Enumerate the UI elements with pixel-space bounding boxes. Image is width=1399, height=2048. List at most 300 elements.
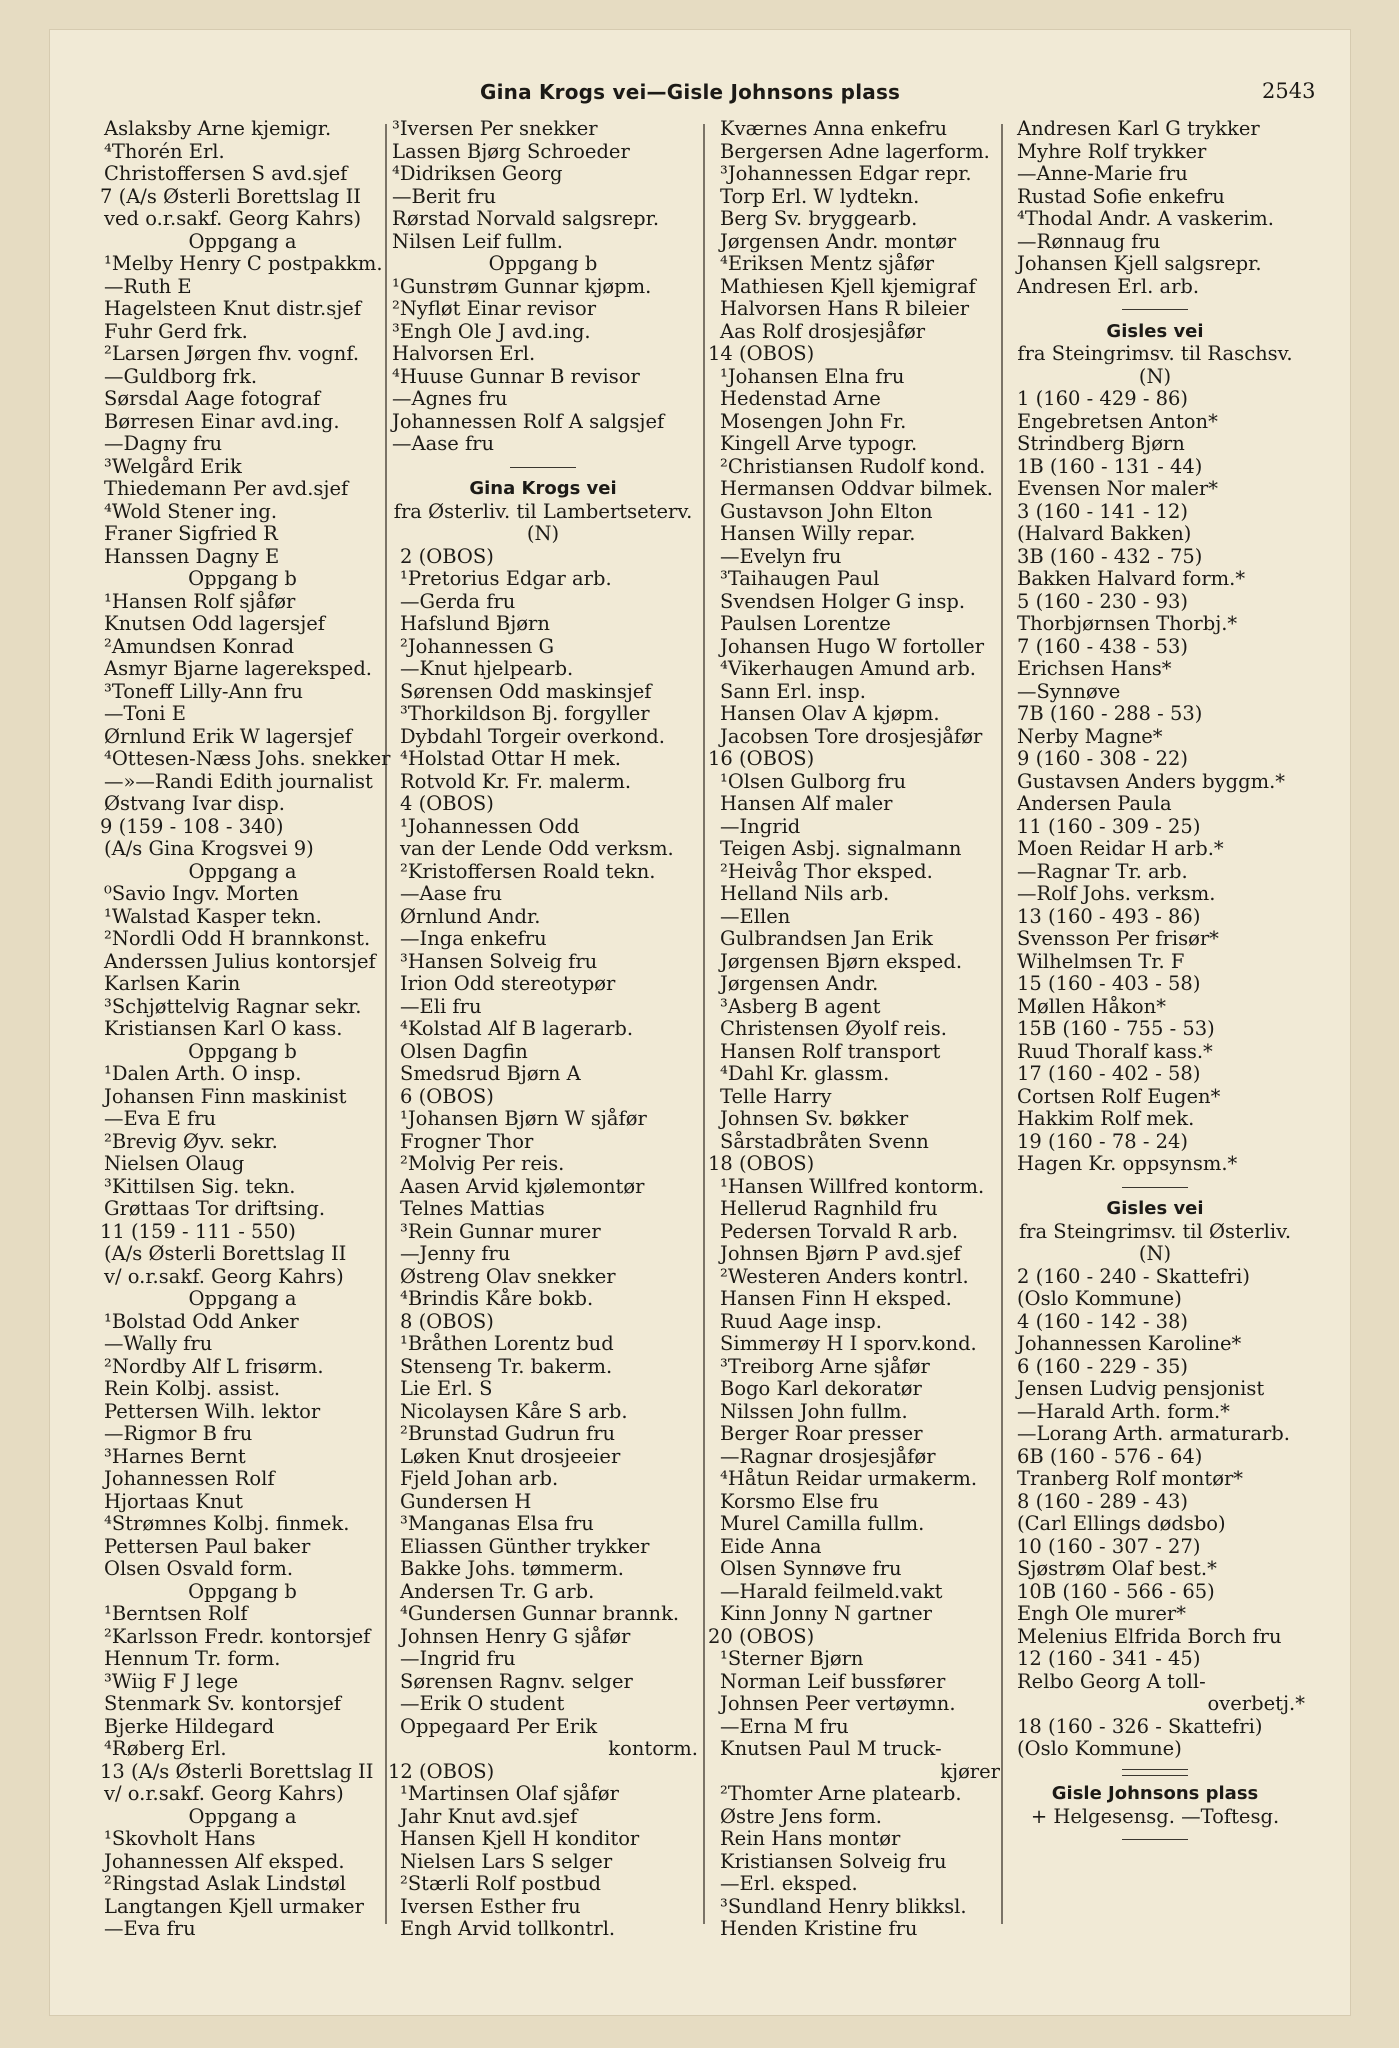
directory-entry: Dybdahl Torgeir overkond. [400, 724, 665, 748]
directory-entry: —Toni E [104, 702, 186, 725]
directory-entry: Pettersen Paul baker [104, 1534, 311, 1558]
directory-entry: —Synnøve [1017, 679, 1121, 703]
directory-entry: Lie Erl. S [400, 1377, 493, 1400]
directory-entry: ⁴Dahl Kr. glassm. [720, 1062, 890, 1085]
directory-entry: —Harald Arth. form.* [1017, 1399, 1230, 1423]
directory-entry: ³Iversen Per snekker [392, 117, 598, 140]
directory-entry: Johnsen Bjørn P avd.sjef [720, 1242, 961, 1265]
directory-entry: —Lorang Arth. armaturarb. [1017, 1422, 1290, 1445]
directory-entry: —Guldborg frk. [104, 364, 258, 388]
section-divider [1005, 1828, 1305, 1851]
directory-entry: Rein Hans montør [720, 1827, 901, 1850]
directory-entry: Johnsen Sv. bøkker [720, 1107, 909, 1130]
directory-entry: Bogo Karl dekoratør [720, 1377, 922, 1400]
directory-entry: Olsen Synnøve fru [720, 1557, 902, 1580]
directory-entry: Halvorsen Erl. [392, 342, 536, 365]
directory-entry: Simmerøy H I sporv.kond. [720, 1332, 977, 1355]
directory-entry: ²Christiansen Rudolf kond. [720, 454, 986, 478]
directory-entry: Halvorsen Hans R bileier [720, 297, 970, 320]
directory-entry: 1B (160 - 131 - 44) [1017, 454, 1203, 478]
directory-entry: Christoffersen S avd.sjef [104, 162, 348, 185]
directory-entry: 7 (160 - 438 - 53) [1017, 634, 1189, 658]
directory-entry: Johannessen Karoline* [1017, 1332, 1242, 1355]
directory-entry: Nerby Magne* [1017, 724, 1163, 748]
directory-entry: Jacobsen Tore drosjesjåfør [720, 724, 983, 748]
directory-entry: Telnes Mattias [400, 1197, 545, 1220]
directory-entry: ³Harnes Bernt [104, 1444, 246, 1468]
section-subheading: fra Østerliv. til Lambertseterv. [393, 499, 693, 523]
column-rule-2 [703, 124, 705, 1924]
directory-entry: Christensen Øyolf reis. [720, 1017, 947, 1040]
directory-entry: overbetj.* [1207, 1692, 1305, 1715]
directory-entry: 2 (160 - 240 - Skattefri) [1017, 1264, 1251, 1288]
directory-entry: Hagen Kr. oppsynsm.* [1017, 1152, 1238, 1175]
directory-entry: 20 (OBOS) [708, 1624, 815, 1648]
directory-entry: Helland Nils arb. [720, 882, 890, 905]
directory-entry: Jensen Ludvig pensjonist [1017, 1377, 1265, 1400]
directory-entry: Johannessen Rolf A salgsjef [392, 409, 665, 433]
section-subheading: Oppgang a [188, 1287, 297, 1310]
directory-entry: Hansen Rolf transport [720, 1039, 941, 1063]
directory-entry: Østvang Ivar disp. [104, 792, 285, 815]
directory-entry: ¹Hansen Rolf sjåfør [104, 589, 296, 613]
directory-entry: Johannessen Alf eksped. [104, 1849, 345, 1873]
street-heading: Gisles vei [1106, 320, 1204, 342]
directory-entry: Aas Rolf drosjesjåfør [720, 319, 926, 343]
directory-entry: ³Thorkildson Bj. forgyller [400, 702, 650, 725]
directory-entry: Aslaksby Arne kjemigr. [104, 117, 332, 140]
directory-entry: Pedersen Torvald R arb. [720, 1219, 959, 1243]
directory-entry: Erichsen Hans* [1017, 657, 1172, 680]
directory-entry: —Berit fru [392, 184, 497, 208]
directory-entry: Svensson Per frisør* [1017, 927, 1219, 950]
directory-entry: Rein Kolbj. assist. [104, 1377, 281, 1400]
directory-entry: Hedenstad Arne [720, 387, 881, 410]
section-subheading: Oppgang a [188, 229, 297, 253]
directory-entry: Sørsdal Aage fotograf [104, 387, 321, 410]
directory-entry: Teigen Asbj. signalmann [720, 837, 962, 860]
directory-entry: Berger Roar presser [720, 1422, 923, 1445]
directory-entry: Hakkim Rolf mek. [1017, 1107, 1195, 1130]
directory-entry: Andresen Karl G trykker [1017, 117, 1260, 140]
directory-entry: ⁴Strømnes Kolbj. finmek. [104, 1512, 350, 1535]
directory-entry: Strindberg Bjørn [1017, 432, 1185, 455]
directory-entry: Anderssen Julius kontorsjef [104, 949, 376, 973]
directory-entry: Jahr Knut avd.sjef [400, 1804, 578, 1828]
directory-entry: ¹Melby Henry C postpakkm. [104, 252, 383, 275]
directory-entry: ²Thomter Arne platearb. [720, 1782, 962, 1805]
directory-entry: v/ o.r.sakf. Georg Kahrs) [104, 1264, 344, 1288]
directory-entry: Ørnlund Andr. [400, 904, 541, 928]
directory-entry: ⁴Gundersen Gunnar brannk. [400, 1602, 680, 1625]
directory-entry: Nielsen Lars S selger [400, 1849, 613, 1873]
directory-entry: Berg Sv. bryggearb. [720, 207, 918, 230]
directory-entry: Hafslund Bjørn [400, 612, 550, 635]
directory-entry: —Ingrid [720, 814, 801, 838]
directory-column-1 [100, 117, 391, 1941]
directory-entry: Østre Jens form. [720, 1804, 882, 1828]
section-subheading: fra Steingrimsv. til Østerliv. [1018, 1219, 1292, 1243]
directory-entry: ¹Johansen Bjørn W sjåfør [400, 1107, 647, 1130]
directory-entry: Karlsen Karin [104, 972, 241, 995]
directory-entry: —Aase fru [400, 882, 503, 905]
directory-entry: —Ruth E [104, 274, 192, 298]
directory-entry: ³Sundland Henry blikksl. [720, 1894, 967, 1918]
directory-entry: 12 (OBOS) [388, 1759, 495, 1783]
directory-column-2 [388, 118, 698, 1941]
directory-entry: Murel Camilla fullm. [720, 1512, 925, 1535]
directory-entry: 11 (160 - 309 - 25) [1017, 814, 1201, 838]
directory-entry: ²Westeren Anders kontrl. [720, 1264, 969, 1288]
directory-entry: —Rønnaug fru [1017, 229, 1161, 253]
directory-entry: Bjerke Hildegard [104, 1714, 275, 1738]
directory-entry: Svendsen Holger G insp. [720, 589, 966, 613]
directory-entry: Gustavsen Anders byggm.* [1017, 769, 1286, 793]
directory-entry: ¹Berntsen Rolf [104, 1602, 248, 1625]
directory-entry: Thiedemann Per avd.sjef [104, 477, 349, 500]
directory-entry: Oppegaard Per Erik [400, 1714, 598, 1738]
directory-entry: Engh Ole murer* [1017, 1602, 1186, 1625]
directory-entry: Nicolaysen Kåre S arb. [400, 1399, 628, 1423]
directory-entry: Nilssen John fullm. [720, 1399, 908, 1423]
directory-entry: (A/s Østerli Borettslag II [104, 1242, 347, 1265]
directory-entry: ved o.r.sakf. Georg Kahrs) [104, 207, 362, 230]
directory-entry: Rørstad Norvald salgsrepr. [392, 207, 660, 230]
directory-entry: —Erna M fru [720, 1714, 849, 1738]
directory-entry: Norman Leif bussfører [720, 1669, 946, 1693]
directory-entry: ³Engh Ole J avd.ing. [392, 319, 591, 343]
directory-entry: 1 (160 - 429 - 86) [1017, 387, 1189, 410]
directory-entry: Kinn Jonny N gartner [720, 1602, 932, 1625]
directory-entry: ⁴Holstad Ottar H mek. [400, 747, 622, 770]
directory-entry: (Oslo Kommune) [1017, 1737, 1182, 1760]
directory-entry: Sørensen Odd maskinsjef [400, 679, 652, 703]
section-subheading: Oppgang a [188, 859, 297, 883]
directory-entry: Rotvold Kr. Fr. malerm. [400, 769, 632, 793]
directory-entry: ³Asberg B agent [720, 994, 881, 1018]
directory-entry: 16 (OBOS) [708, 747, 815, 770]
directory-entry: Hellerud Ragnhild fru [720, 1197, 938, 1220]
directory-entry: 5 (160 - 230 - 93) [1017, 589, 1189, 613]
directory-entry: Kingell Arve typogr. [720, 432, 918, 455]
directory-entry: 18 (OBOS) [708, 1152, 815, 1175]
directory-entry: Andresen Erl. arb. [1017, 274, 1200, 298]
directory-entry: ²Karlsson Fredr. kontorsjef [104, 1624, 371, 1648]
directory-entry: 3B (160 - 432 - 75) [1017, 544, 1203, 568]
directory-entry: ⁴Didriksen Georg [392, 162, 563, 185]
directory-entry: Langtangen Kjell urmaker [104, 1894, 364, 1918]
directory-entry: Smedsrud Bjørn A [400, 1062, 581, 1085]
directory-entry: ⁴Huuse Gunnar B revisor [392, 364, 640, 388]
directory-entry: 15B (160 - 755 - 53) [1017, 1017, 1215, 1040]
directory-entry: ⁰Savio Ingv. Morten [104, 882, 299, 905]
directory-entry: Kværnes Anna enkefru [720, 117, 948, 140]
directory-entry: —Aase fru [392, 432, 495, 455]
directory-entry: ³Welgård Erik [104, 454, 242, 478]
directory-entry: ¹Gunstrøm Gunnar kjøpm. [392, 274, 652, 298]
directory-entry: Johannessen Rolf [104, 1467, 275, 1490]
directory-entry: ³Kittilsen Sig. tekn. [104, 1174, 296, 1198]
directory-entry: Gulbrandsen Jan Erik [720, 927, 933, 950]
directory-entry: Cortsen Rolf Eugen* [1017, 1084, 1221, 1108]
directory-entry: Stenseng Tr. bakerm. [400, 1354, 613, 1378]
directory-entry: Bergersen Adne lagerform. [720, 139, 990, 163]
directory-entry: Sjøstrøm Olaf best.* [1017, 1557, 1217, 1580]
directory-entry: ¹Hansen Willfred kontorm. [720, 1174, 985, 1198]
section-subheading: (N) [1138, 1242, 1172, 1265]
directory-entry: Engh Arvid tollkontrl. [400, 1917, 616, 1940]
directory-entry: Ruud Thoralf kass.* [1017, 1039, 1213, 1063]
directory-entry: 4 (160 - 142 - 38) [1017, 1309, 1189, 1333]
directory-entry: Johansen Finn maskinist [104, 1084, 347, 1108]
section-divider [1005, 1176, 1305, 1199]
directory-entry: Gundersen H [400, 1489, 532, 1513]
directory-entry: Mosengen John Fr. [720, 409, 907, 433]
section-subheading: fra Steingrimsv. til Raschsv. [1017, 342, 1293, 365]
directory-entry: —Erl. eksped. [720, 1872, 858, 1895]
directory-entry: Fuhr Gerd frk. [104, 319, 248, 343]
directory-entry: 9 (159 - 108 - 340) [100, 814, 284, 838]
directory-entry: ³Treiborg Arne sjåfør [720, 1354, 930, 1378]
directory-entry: 13 (160 - 493 - 86) [1017, 904, 1201, 928]
directory-entry: —Ragnar Tr. arb. [1017, 859, 1188, 883]
directory-entry: kontorm. [608, 1737, 698, 1760]
directory-entry: 19 (160 - 78 - 24) [1017, 1129, 1189, 1153]
directory-entry: Nilsen Leif fullm. [392, 229, 563, 253]
section-subheading: + Helgesensg. —Toftesg. [1030, 1804, 1280, 1828]
directory-entry: —»—Randi Edith journalist [104, 769, 373, 793]
directory-entry: 6 (OBOS) [400, 1084, 494, 1108]
directory-entry: Telle Harry [720, 1084, 832, 1108]
directory-entry: ¹Sterner Bjørn [720, 1647, 864, 1670]
directory-entry: Østreng Olav snekker [400, 1264, 616, 1288]
directory-entry: 15 (160 - 403 - 58) [1017, 972, 1201, 995]
directory-entry: Møllen Håkon* [1017, 994, 1166, 1018]
directory-entry: ⁴Thodal Andr. A vaskerim. [1017, 207, 1274, 230]
directory-entry: —Ragnar drosjesjåfør [720, 1444, 936, 1468]
directory-entry: ¹Johansen Elna fru [720, 364, 905, 388]
directory-entry: ³Rein Gunnar murer [400, 1219, 601, 1243]
directory-entry: ⁴Vikerhaugen Amund arb. [720, 657, 976, 680]
directory-entry: Hennum Tr. form. [104, 1647, 281, 1670]
directory-entry: 13 (A/s Østerli Borettslag II [100, 1759, 374, 1783]
directory-entry: Olsen Osvald form. [104, 1557, 294, 1580]
directory-entry: Moen Reidar H arb.* [1017, 837, 1224, 860]
directory-entry: 9 (160 - 308 - 22) [1017, 747, 1189, 770]
section-subheading: Oppgang b [188, 1579, 297, 1603]
street-heading: Gisle Johnsons plass [1051, 1783, 1259, 1804]
section-subheading: Oppgang b [188, 567, 297, 590]
directory-entry: —Erik O student [400, 1692, 565, 1715]
directory-entry: Fjeld Johan arb. [400, 1467, 559, 1490]
directory-entry: —Ingrid fru [400, 1647, 516, 1670]
directory-entry: ¹Johannessen Odd [400, 814, 580, 838]
directory-column-4 [1005, 118, 1305, 1851]
directory-entry: Tranberg Rolf montør* [1017, 1467, 1244, 1490]
page-number: 2543 [1262, 79, 1316, 103]
directory-entry: 8 (OBOS) [400, 1309, 494, 1333]
directory-entry: Hansen Kjell H konditor [400, 1827, 640, 1850]
directory-entry: Eide Anna [720, 1534, 822, 1558]
directory-entry: 7 (A/s Østerli Borettslag II [100, 184, 361, 208]
directory-entry: Johnsen Henry G sjåfør [400, 1624, 631, 1648]
directory-entry: (Halvard Bakken) [1017, 522, 1192, 545]
directory-entry: 10B (160 - 566 - 65) [1017, 1579, 1215, 1603]
directory-entry: Engebretsen Anton* [1017, 409, 1218, 433]
directory-entry: Hanssen Dagny E [104, 544, 280, 568]
column-rule-1 [385, 124, 387, 1924]
directory-entry: Pettersen Wilh. lektor [104, 1399, 321, 1423]
directory-entry: ⁴Thorén Erl. [104, 139, 225, 163]
directory-entry: Bakke Johs. tømmerm. [400, 1557, 624, 1580]
directory-entry: Franer Sigfried R [104, 522, 278, 545]
directory-entry: Johnsen Peer vertøymn. [720, 1692, 956, 1715]
directory-entry: —Knut hjelpearb. [400, 657, 574, 680]
column-rule-3 [1001, 124, 1003, 1924]
directory-entry: Hjortaas Knut [104, 1489, 243, 1513]
directory-entry: —Rolf Johs. verksm. [1017, 882, 1216, 905]
directory-entry: 11 (159 - 111 - 550) [100, 1219, 296, 1243]
section-divider [1005, 298, 1305, 321]
directory-entry: ¹Bråthen Lorentz bud [400, 1332, 614, 1355]
directory-entry: Hansen Willy repar. [720, 522, 916, 545]
directory-entry: ¹Bolstad Odd Anker [104, 1309, 299, 1333]
directory-entry: Melenius Elfrida Borch fru [1017, 1624, 1282, 1648]
directory-entry: Hansen Alf maler [720, 792, 893, 815]
directory-entry: ²Molvig Per reis. [400, 1152, 565, 1175]
directory-entry: —Inga enkefru [400, 927, 547, 950]
directory-entry: Mathiesen Kjell kjemigraf [720, 274, 976, 298]
directory-entry: Torp Erl. W lydtekn. [720, 184, 920, 208]
directory-entry: —Evelyn fru [720, 544, 842, 568]
directory-entry: Stenmark Sv. kontorsjef [104, 1692, 342, 1715]
section-subheading: (N) [1138, 364, 1172, 388]
directory-entry: ³Wiig F J lege [104, 1669, 239, 1693]
directory-entry: (Carl Ellings dødsbo) [1017, 1512, 1226, 1535]
directory-entry: Sårstadbråten Svenn [720, 1129, 929, 1153]
directory-entry: ²Johannessen G [400, 634, 555, 658]
directory-entry: ²Kristoffersen Roald tekn. [400, 859, 656, 883]
directory-entry: ⁴Wold Stener ing. [104, 499, 278, 523]
directory-entry: 17 (160 - 402 - 58) [1017, 1062, 1201, 1085]
directory-entry: Bakken Halvard form.* [1017, 567, 1246, 590]
directory-entry: Grøttaas Tor driftsing. [104, 1197, 326, 1220]
directory-entry: ⁴Eriksen Mentz sjåfør [720, 252, 935, 275]
directory-entry: 4 (OBOS) [400, 792, 494, 815]
directory-entry: —Eli fru [400, 994, 482, 1018]
directory-entry: Relbo Georg A toll- [1017, 1669, 1206, 1693]
street-heading: Gisles vei [1106, 1198, 1204, 1219]
directory-entry: Thorbjørnsen Thorbj.* [1017, 612, 1238, 635]
directory-entry: Jørgensen Andr. [720, 972, 879, 995]
directory-entry: —Wally fru [104, 1332, 213, 1355]
directory-entry: ¹Walstad Kasper tekn. [104, 904, 322, 928]
directory-entry: 10 (160 - 307 - 27) [1017, 1534, 1201, 1558]
directory-entry: Hermansen Oddvar bilmek. [720, 477, 993, 500]
directory-entry: Evensen Nor maler* [1017, 477, 1218, 500]
directory-entry: ²Ringstad Aslak Lindstøl [104, 1872, 346, 1895]
directory-entry: —Anne-Marie fru [1017, 162, 1188, 185]
directory-column-3 [708, 118, 1000, 1941]
directory-entry: (Oslo Kommune) [1017, 1287, 1182, 1310]
directory-entry: 3 (160 - 141 - 12) [1017, 499, 1189, 523]
directory-entry: Eliassen Günther trykker [400, 1534, 650, 1558]
directory-entry: ²Brunstad Gudrun fru [400, 1422, 616, 1445]
directory-entry: 8 (160 - 289 - 43) [1017, 1489, 1189, 1513]
directory-entry: Lassen Bjørg Schroeder [392, 139, 630, 163]
directory-entry: ³Schjøttelvig Ragnar sekr. [104, 994, 362, 1018]
directory-entry: Jørgensen Andr. montør [720, 229, 957, 253]
directory-entry: Olsen Dagfin [400, 1039, 528, 1063]
directory-entry: Kristiansen Karl O kass. [104, 1017, 343, 1040]
section-divider [388, 456, 698, 479]
directory-entry: —Ellen [720, 904, 791, 928]
directory-entry: Andersen Paula [1017, 792, 1172, 815]
directory-entry: 6B (160 - 576 - 64) [1017, 1444, 1203, 1468]
directory-entry: Nielsen Olaug [104, 1152, 245, 1175]
directory-entry: Jørgensen Bjørn eksped. [720, 949, 963, 973]
directory-entry: —Harald feilmeld.vakt [720, 1579, 943, 1603]
directory-entry: —Eva fru [104, 1917, 196, 1940]
directory-entry: Myhre Rolf trykker [1017, 139, 1207, 163]
directory-entry: ⁴Ottesen-Næss Johs. snekker [104, 747, 391, 770]
directory-entry: 2 (OBOS) [400, 544, 494, 568]
directory-entry: Kristiansen Solveig fru [720, 1849, 947, 1873]
directory-entry: van der Lende Odd verksm. [400, 837, 674, 860]
directory-entry: (A/s Gina Krogsvei 9) [104, 837, 314, 860]
directory-entry: Frogner Thor [400, 1129, 534, 1153]
directory-entry: Korsmo Else fru [720, 1489, 879, 1513]
directory-entry: ⁴Røberg Erl. [104, 1737, 227, 1760]
directory-entry: 6 (160 - 229 - 35) [1017, 1354, 1189, 1378]
directory-entry: —Eva E fru [104, 1107, 217, 1130]
directory-entry: Sann Erl. insp. [720, 679, 866, 703]
directory-entry: ²Heivåg Thor eksped. [720, 859, 933, 883]
directory-entry: 18 (160 - 326 - Skattefri) [1017, 1714, 1263, 1738]
directory-entry: v/ o.r.sakf. Georg Kahrs) [104, 1782, 344, 1805]
directory-entry: Rustad Sofie enkefru [1017, 184, 1225, 208]
directory-entry: ²Brevig Øyv. sekr. [104, 1129, 278, 1153]
section-subheading: Oppgang a [188, 1804, 297, 1828]
section-subheading: Oppgang b [488, 252, 598, 275]
directory-entry: ²Amundsen Konrad [104, 634, 295, 658]
directory-entry: ³Hansen Solveig fru [400, 949, 598, 973]
directory-entry: Johansen Kjell salgsrepr. [1017, 252, 1262, 275]
directory-entry: Johansen Hugo W fortoller [720, 634, 985, 658]
directory-entry: Iversen Esther fru [400, 1894, 581, 1918]
directory-entry: ⁴Brindis Kåre bokb. [400, 1287, 594, 1310]
directory-entry: ¹Dalen Arth. O insp. [104, 1062, 302, 1085]
directory-entry: Børresen Einar avd.ing. [104, 409, 340, 433]
directory-entry: ³Johannessen Edgar repr. [720, 162, 972, 185]
directory-entry: ²Stærli Rolf postbud [400, 1872, 601, 1895]
directory-entry: ³Toneff Lilly-Ann fru [104, 679, 303, 703]
directory-entry: ³Taihaugen Paul [720, 567, 880, 590]
directory-entry: Knutsen Paul M truck- [720, 1737, 942, 1760]
directory-entry: 12 (160 - 341 - 45) [1017, 1647, 1201, 1670]
section-divider [1005, 1761, 1305, 1784]
directory-entry: Gustavson John Elton [720, 499, 933, 523]
directory-entry: ³Manganas Elsa fru [400, 1512, 594, 1535]
directory-entry: kjører [940, 1759, 1000, 1783]
street-heading: Gina Krogs vei [469, 478, 617, 499]
directory-entry: ¹Pretorius Edgar arb. [400, 567, 612, 590]
directory-entry: Sørensen Ragnv. selger [400, 1669, 633, 1693]
directory-entry: —Gerda fru [400, 589, 516, 613]
directory-entry: —Agnes fru [392, 387, 508, 410]
directory-entry: Irion Odd stereotypør [400, 972, 616, 995]
directory-entry: —Dagny fru [104, 432, 223, 455]
